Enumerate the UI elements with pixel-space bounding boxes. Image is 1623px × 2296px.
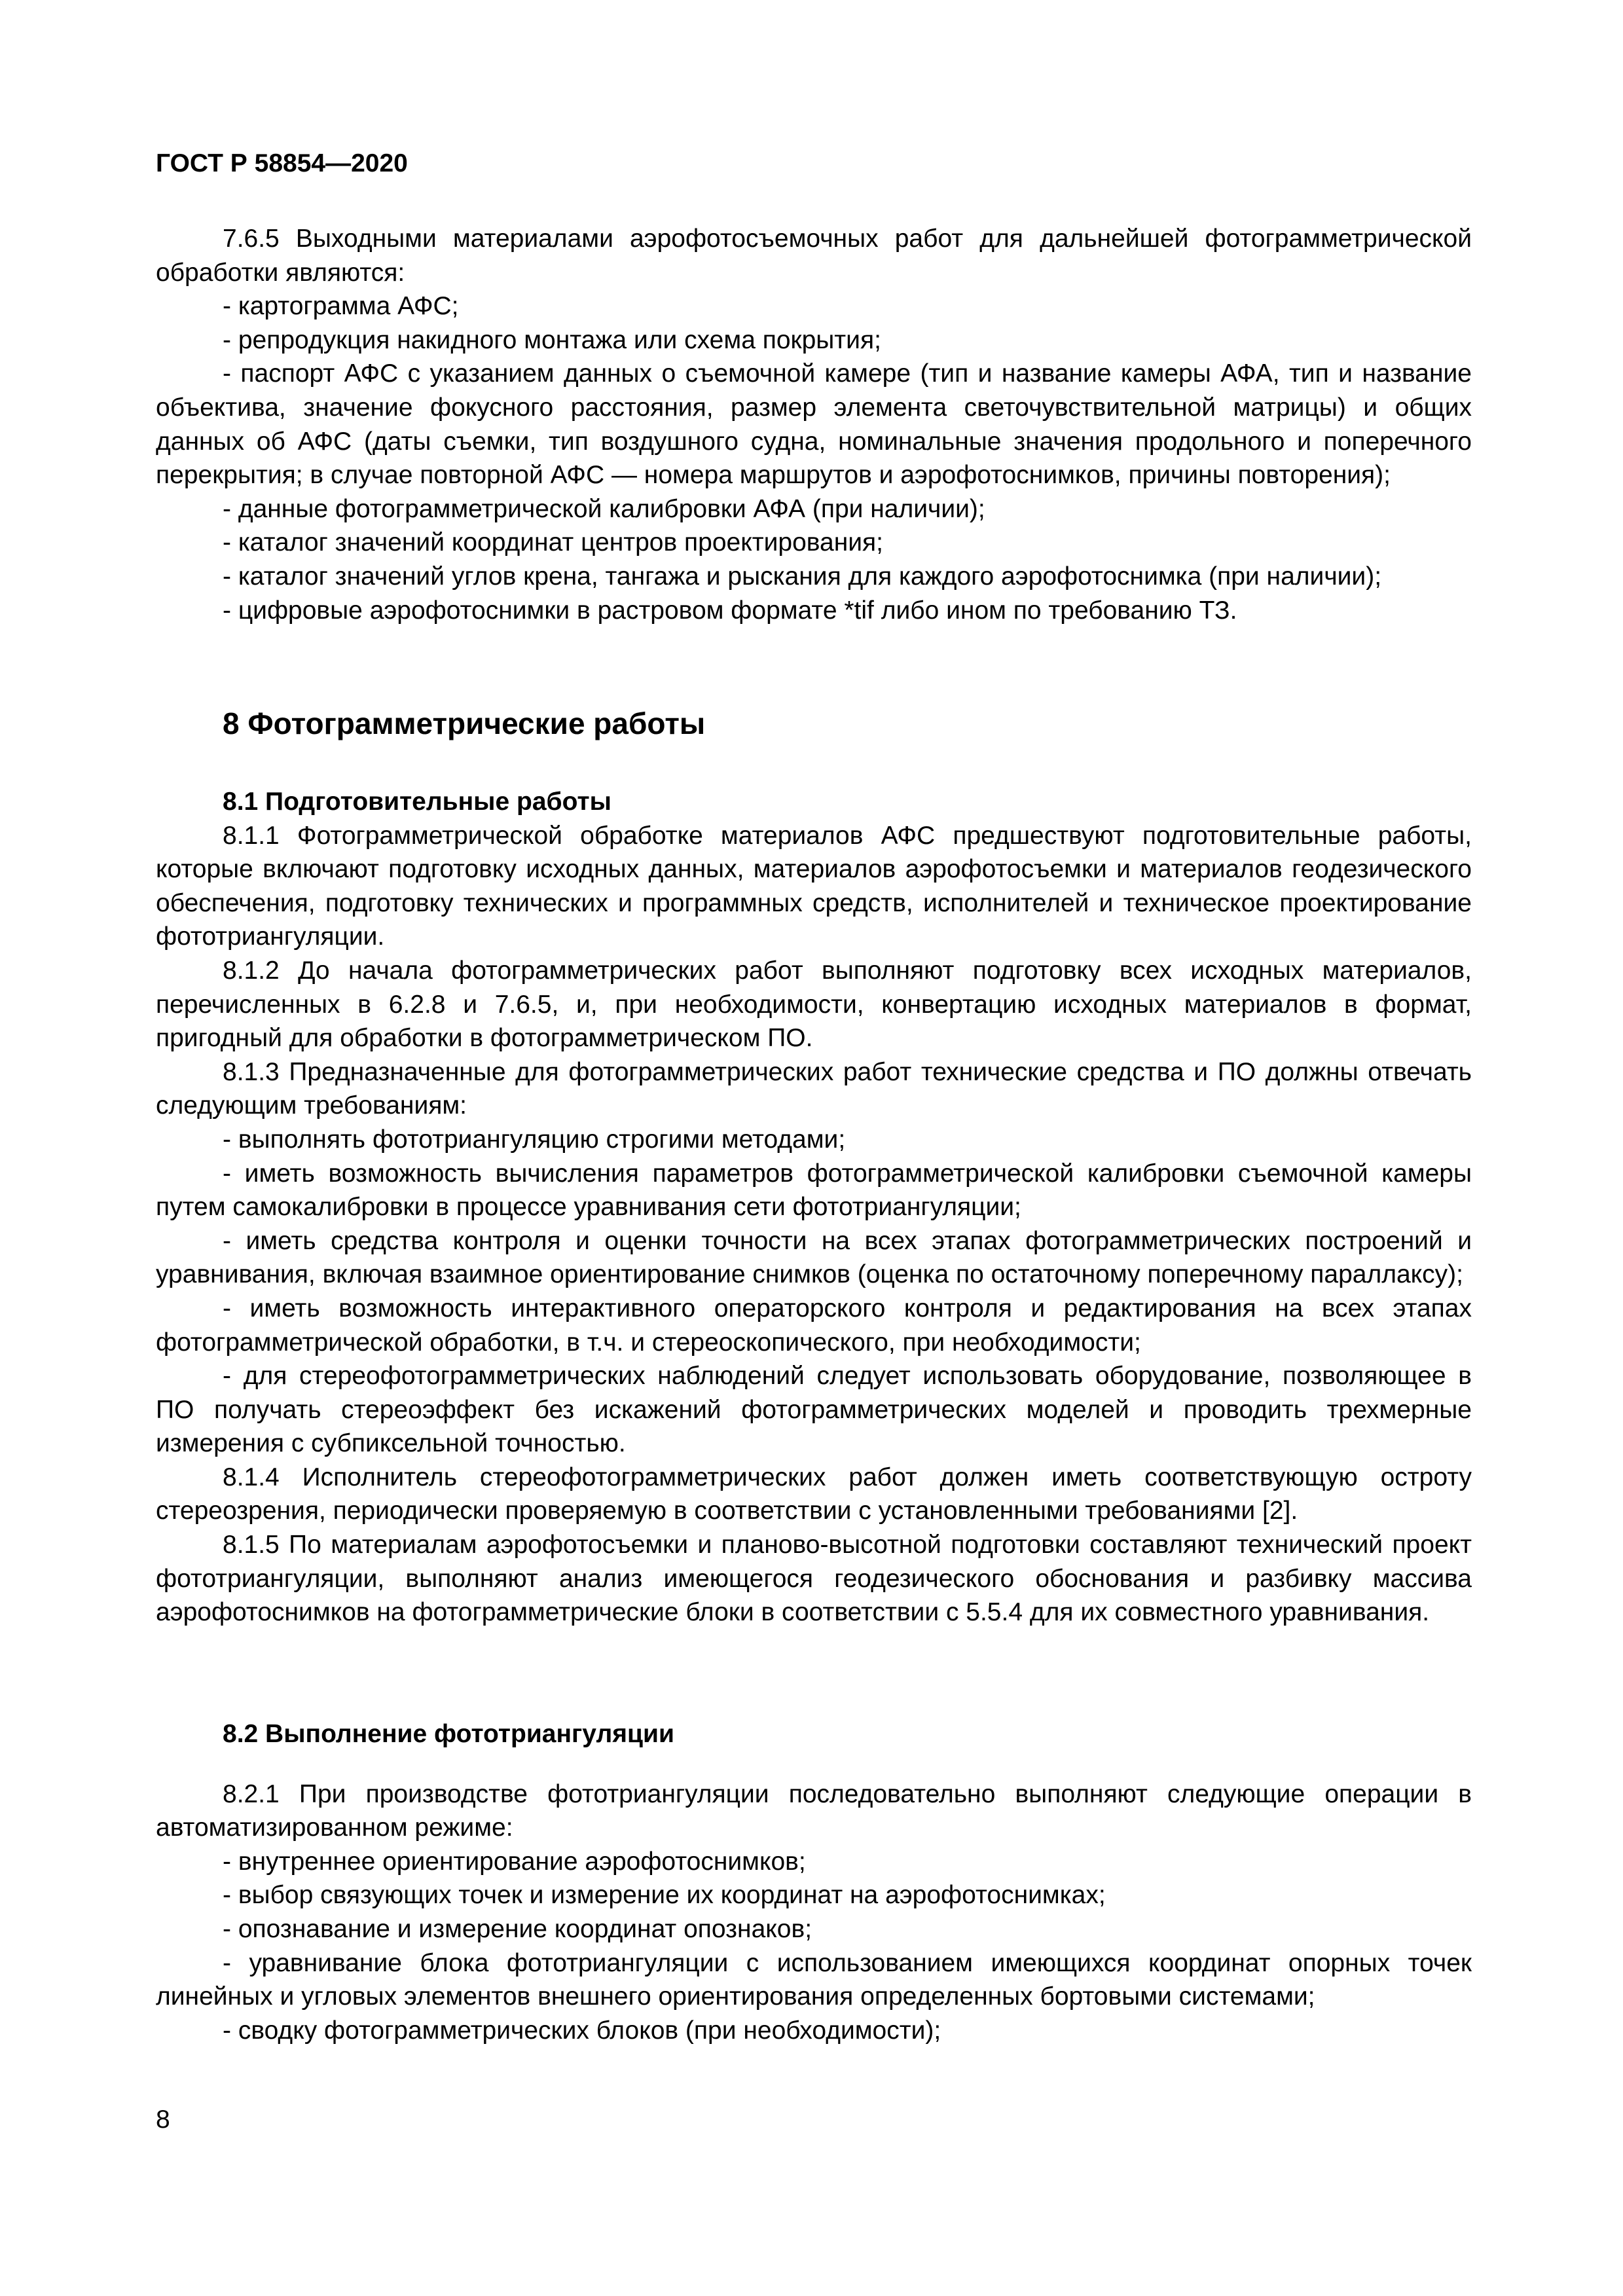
list-item: - сводку фотограмметрических блоков (при необходимости); (223, 2016, 941, 2045)
paragraph-8-1-2: 8.1.2 До начала фотограмметрических работ выполняют подготовку всех исходных материалов, перечисленных в 6.2.8 и 7.6.5, и, при необходимости, конвертацию исходных материалов в формат, пригодный для обработки в фотограмметрическом ПО. (156, 956, 1472, 1053)
list-item: - иметь средства контроля и оценки точности на всех этапах фотограмметрических построений и уравнивания, включая взаимное ориентирование снимков (оценка по остаточному поперечному параллаксу); (156, 1226, 1472, 1289)
section-8-2 (156, 1717, 1472, 2047)
list-item: - выполнять фототриангуляцию строгими методами; (223, 1125, 846, 1154)
section-7-6-5 (156, 222, 1472, 627)
list-item: - для стереофотограмметрических наблюдений следует использовать оборудование, позволяющее в ПО получать стереоэффект без искажений фотограмметрических моделей и проводить трехмерные измерения с субпиксельной точностью. (156, 1362, 1472, 1458)
document-header: ГОСТ Р 58854—2020 (156, 149, 408, 177)
list-item: - уравнивание блока фототриангуляции с использованием имеющихся координат опорных точек линейных и угловых элементов внешнего ориентирования определенных бортовыми системами; (156, 1948, 1472, 2011)
paragraph-8-2-1: 8.2.1 При производстве фототриангуляции последовательно выполняют следующие операции в автоматизированном режиме: (156, 1779, 1472, 1842)
paragraph-8-1-5: 8.1.5 По материалам аэрофотосъемки и планово-высотной подготовки составляют технический проект фототриангуляции, выполняют анализ имеющегося геодезического обоснования и разбивку массива аэрофотоснимков на фотограмметрические блоки в соответствии с 5.5.4 для их совместного уравнивания. (156, 1531, 1472, 1627)
page-number: 8 (156, 2105, 170, 2134)
list-item: - паспорт АФС с указанием данных о съемочной камере (тип и название камеры АФА, тип и название объектива, значение фокусного расстояния, размер элемента светочувствительной матрицы) и общих данных об АФС (даты съемки, тип воздушного судна, номинальные значения продольного и поперечного перекрытия; в случае повторной АФС — номера маршрутов и аэрофотоснимков, причины повторения); (156, 359, 1472, 490)
list-item: - опознавание и измерение координат опознаков; (223, 1914, 812, 1943)
subsection-8-2-heading: 8.2 Выполнение фототриангуляции (223, 1720, 674, 1748)
list-item: - цифровые аэрофотоснимки в растровом формате *tif либо ином по требованию ТЗ. (223, 596, 1237, 625)
paragraph-8-1-3: 8.1.3 Предназначенные для фотограмметрических работ технические средства и ПО должны отвечать следующим требованиям: (156, 1057, 1472, 1120)
list-item: - репродукция накидного монтажа или схема покрытия; (223, 325, 881, 354)
list-item: - иметь возможность вычисления параметров фотограмметрической калибровки съемочной камеры путем самокалибровки в процессе уравнивания сети фототриангуляции; (156, 1159, 1472, 1222)
subsection-8-1-heading: 8.1 Подготовительные работы (223, 788, 611, 816)
section-8 (156, 704, 1472, 1630)
list-item: - внутреннее ориентирование аэрофотоснимков; (223, 1847, 806, 1876)
paragraph-7-6-5: 7.6.5 Выходными материалами аэрофотосъемочных работ для дальнейшей фотограмметрической обработки являются: (156, 225, 1472, 287)
list-item: - данные фотограмметрической калибровки АФА (при наличии); (223, 494, 985, 523)
list-item: - картограмма АФС; (223, 292, 459, 321)
paragraph-8-1-4: 8.1.4 Исполнитель стереофотограмметрических работ должен иметь соответствующую остроту стереозрения, периодически проверяемую в соответствии с установленными требованиями [2]. (156, 1463, 1472, 1525)
list-item: - каталог значений координат центров проектирования; (223, 528, 884, 557)
paragraph-8-1-1: 8.1.1 Фотограмметрической обработке материалов АФС предшествуют подготовительные работы, которые включают подготовку исходных данных, материалов аэрофотосъемки и материалов геодезического обеспечения, подготовку технических и программных средств, исполнителей и техническое проектирование фототриангуляции. (156, 821, 1472, 951)
list-item: - каталог значений углов крена, тангажа и рыскания для каждого аэрофотоснимка (при наличии); (223, 562, 1382, 591)
section-8-heading: 8 Фотограмметрические работы (223, 706, 706, 740)
list-item: - иметь возможность интерактивного операторского контроля и редактирования на всех этапах фотограмметрической обработки, в т.ч. и стереоскопического, при необходимости; (156, 1294, 1472, 1357)
list-item: - выбор связующих точек и измерение их координат на аэрофотоснимках; (223, 1881, 1106, 1910)
